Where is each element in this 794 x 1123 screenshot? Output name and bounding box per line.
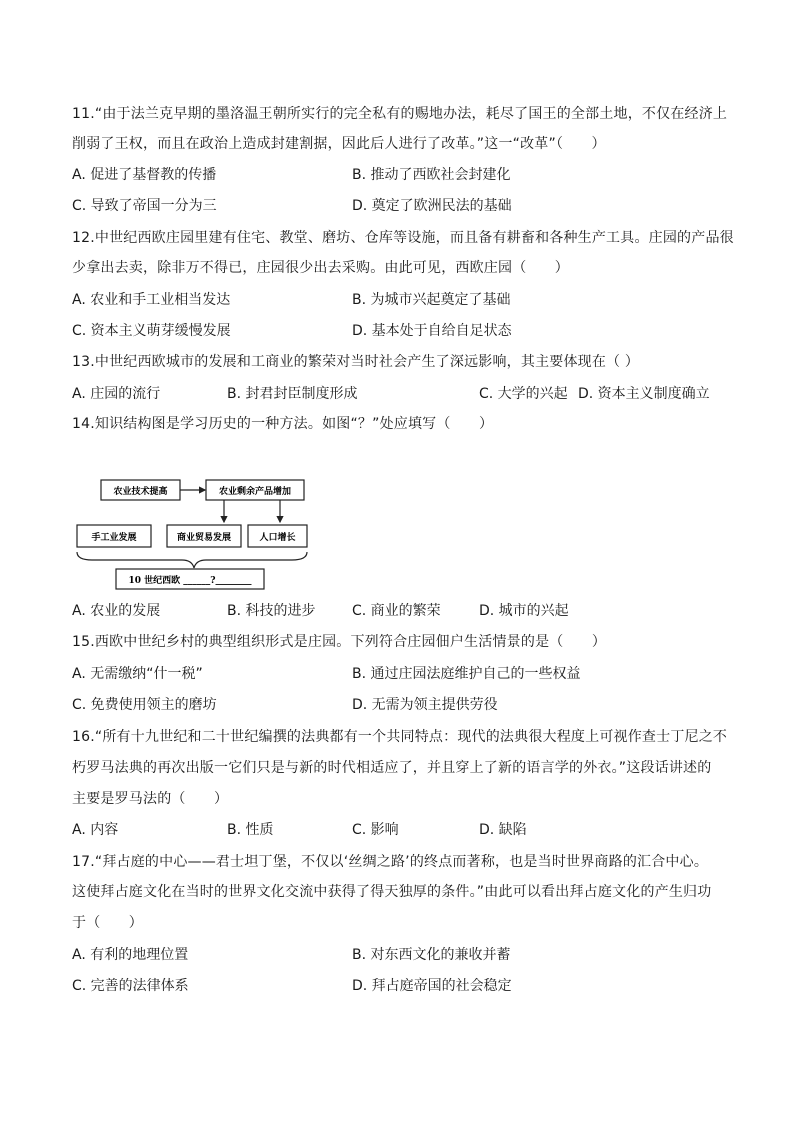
q16-stem-line3: 主要是罗马法的（ ） [72, 791, 229, 807]
q12-option-c: C. 资本主义萌芽缓慢发展 [72, 323, 231, 339]
q13-option-c: C. 大学的兴起 [479, 386, 568, 402]
q11-stem-line2: 削弱了王权，而且在政治上造成封建割据，因此后人进行了改革。”这一“改革”（ ） [72, 136, 606, 152]
diagram-label-agri-tech: 农业技术提高 [113, 487, 168, 497]
diagram-label-result: 10 世纪西欧 ______?________ [128, 576, 252, 586]
q13-option-a: A. 庄园的流行 [72, 386, 161, 402]
diagram-label-commerce: 商业贸易发展 [176, 533, 232, 543]
q16-option-d: D. 缺陷 [479, 822, 527, 838]
q12-option-b: B. 为城市兴起奠定了基础 [352, 292, 511, 308]
q15-option-c: C. 免费使用领主的磨坊 [72, 697, 217, 713]
q16-option-b: B. 性质 [227, 822, 274, 838]
q12-stem-line1: 12.中世纪西欧庄园里建有住宅、教堂、磨坊、仓库等设施，而且备有耕畜和各种生产工具。庄园的产品很 [72, 230, 734, 246]
q16-stem-line1: 16.“所有十九世纪和二十世纪编撰的法典都有一个共同特点：现代的法典很大程度上可视作查士丁尼之不 [72, 729, 728, 745]
q14-stem-line1: 14.知识结构图是学习历史的一种方法。如图“？”处应填写（ ） [72, 416, 494, 432]
q17-option-b: B. 对东西文化的兼收并蓄 [352, 947, 511, 963]
q14-option-a: A. 农业的发展 [72, 603, 161, 619]
q13-option-b: B. 封君封臣制度形成 [227, 386, 358, 402]
diagram-label-population: 人口增长 [259, 533, 296, 543]
q13-stem-line1: 13.中世纪西欧城市的发展和工商业的繁荣对当时社会产生了深远影响，其主要体现在（ ） [72, 354, 640, 370]
diagram-label-agri-surplus: 农业剩余产品增加 [218, 487, 292, 497]
q15-option-a: A. 无需缴纳“什一税” [72, 666, 203, 682]
q11-option-c: C. 导致了帝国一分为三 [72, 198, 217, 214]
knowledge-structure-diagram [72, 470, 312, 595]
diagram-brace [77, 552, 307, 568]
q17-option-c: C. 完善的法律体系 [72, 978, 189, 994]
q13-option-d: D. 资本主义制度确立 [578, 386, 710, 402]
q16-option-a: A. 内容 [72, 822, 119, 838]
q16-option-c: C. 影响 [352, 822, 399, 838]
q11-stem-line1: 11.“由于法兰克早期的墨洛温王朝所实行的完全私有的赐地办法，耗尽了国王的全部土地，不仅在经济上 [72, 106, 728, 122]
q14-option-c: C. 商业的繁荣 [352, 603, 441, 619]
q17-option-d: D. 拜占庭帝国的社会稳定 [352, 978, 512, 994]
q15-option-b: B. 通过庄园法庭维护自己的一些权益 [352, 666, 581, 682]
q11-option-d: D. 奠定了欧洲民法的基础 [352, 198, 512, 214]
q14-option-b: B. 科技的进步 [227, 603, 316, 619]
q14-option-d: D. 城市的兴起 [479, 603, 569, 619]
q12-option-d: D. 基本处于自给自足状态 [352, 323, 512, 339]
q17-stem-line2: 这使拜占庭文化在当时的世界文化交流中获得了得天独厚的条件。”由此可以看出拜占庭文化的产生归功 [72, 884, 712, 900]
q17-stem-line1: 17.“拜占庭的中心——君士坦丁堡，不仅以‘丝绸之路’的终点而著称，也是当时世界商路的汇合中心。 [72, 854, 709, 870]
q11-option-a: A. 促进了基督教的传播 [72, 167, 217, 183]
q17-option-a: A. 有利的地理位置 [72, 947, 189, 963]
q12-stem-line2: 少拿出去卖，除非万不得已，庄园很少出去采购。由此可见，西欧庄园（ ） [72, 260, 569, 276]
q15-option-d: D. 无需为领主提供劳役 [352, 697, 498, 713]
q17-stem-line3: 于（ ） [72, 915, 143, 931]
diagram-label-handicraft: 手工业发展 [91, 533, 137, 543]
q12-option-a: A. 农业和手工业相当发达 [72, 292, 231, 308]
q15-stem-line1: 15.西欧中世纪乡村的典型组织形式是庄园。下列符合庄园佃户生活情景的是（ ） [72, 634, 607, 650]
q16-stem-line2: 朽罗马法典的再次出版一它们只是与新的时代相适应了，并且穿上了新的语言学的外衣。”这段话讲述的 [72, 760, 712, 776]
q11-option-b: B. 推动了西欧社会封建化 [352, 167, 511, 183]
